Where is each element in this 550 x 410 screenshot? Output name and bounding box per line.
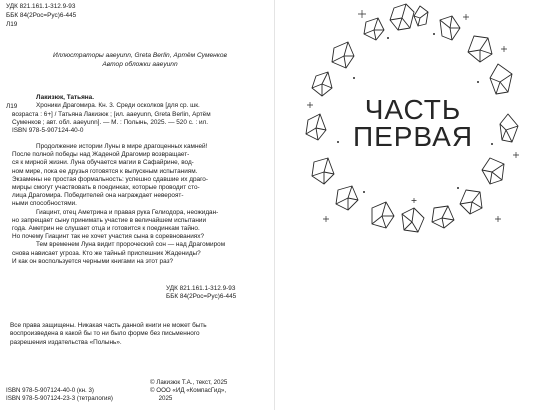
part-title-line2: ПЕРВАЯ	[352, 121, 474, 152]
isbn-series: ISBN 978-5-907124-23-3 (тетралогия)	[6, 395, 113, 403]
author-name: Лакизюк, Татьяна.	[36, 94, 94, 101]
crystal-icon	[332, 42, 354, 68]
rights-notice	[10, 322, 250, 347]
crystal-icon	[390, 4, 414, 30]
author-mark: Л19	[6, 21, 18, 29]
book-annotation	[12, 143, 274, 266]
crystal-icon	[460, 190, 482, 214]
illustrators-line: Иллюстраторы aaeyunn, Greta Berlin, Артём Суменков	[52, 52, 227, 59]
part-title-line1: ЧАСТЬ	[364, 94, 462, 125]
classification-codes-bottom	[166, 285, 276, 301]
annotation-line: лица Драгомира. Победителей она награждает невероят-	[12, 192, 184, 200]
biblio-line: Суменков ; авт. обл. aaeyunn]. — М. : Полынь, 2025. — 520 с. : ил.	[12, 118, 209, 126]
annotation-line: После полной победы над Жаденой Драгомир возвращает-	[12, 151, 190, 159]
isbn-block	[6, 387, 113, 403]
crystal-icon	[490, 64, 512, 94]
biblio-line: Хроники Драгомира. Кн. 3. Среди осколков [для ср. шк.	[36, 102, 200, 110]
annotation-line: Экзамены не простая формальность: успешно сдавшие их драго-	[12, 175, 208, 183]
annotation-line: Тем временем Луна видит пророческий сон — над Драгомиром	[36, 241, 226, 249]
annotation-line: мирцы смогут участвовать в поединках, которые проводит сто-	[12, 184, 200, 192]
isbn-line: ISBN 978-5-907124-40-0	[12, 127, 84, 135]
classification-codes-top	[6, 2, 76, 30]
crystal-icon	[372, 202, 394, 228]
illustrators-credit	[10, 52, 270, 69]
crystal-icon	[440, 16, 460, 40]
rights-line: разрешения издательства «Полынь».	[10, 338, 122, 346]
bbk-code: ББК 84(2Рос=Рус)6-445	[166, 293, 237, 301]
crystal-icon	[312, 158, 334, 184]
biblio-line: возраста : 6+] / Татьяна Лакизюк ; [ил. aaeyunn, Greta Berlin, Артём	[12, 110, 211, 118]
annotation-paragraph-3	[12, 241, 274, 266]
annotation-line: ном мире, пока ее друзья готовятся к выпускным испытаниям.	[12, 167, 198, 175]
udc-code: УДК 821.161.1-312.9-93	[6, 3, 76, 10]
udc-code: УДК 821.161.1-312.9-93	[166, 285, 236, 292]
annotation-line: И как он воспользуется черными книгами на этот раз?	[12, 257, 174, 265]
annotation-line: но запрещает сыну принимать участие в величайшем испытании	[12, 216, 207, 224]
crystal-icon	[482, 158, 504, 184]
author-code-margin: Л19	[6, 103, 18, 110]
crystal-icon	[336, 186, 358, 210]
annotation-line: ными способностями.	[12, 200, 77, 208]
annotation-line: года. Аметрин не слушает отца и готовится к поединкам тайно.	[12, 225, 200, 233]
part-title	[302, 96, 524, 150]
annotation-line: Но почему Гиацинт так не хочет участия сына в соревнованиях?	[12, 233, 204, 241]
annotation-paragraph-1	[12, 143, 274, 209]
crystal-icon	[468, 36, 492, 62]
cover-author-line: Автор обложки aaeyunn	[102, 60, 178, 68]
isbn-book: ISBN 978-5-907124-40-0 (кн. 3)	[6, 387, 94, 394]
annotation-line: Продолжение истории Луны в мире драгоценных камней!	[36, 143, 208, 150]
bbk-code: ББК 84(2Рос=Рус)6-445	[6, 12, 77, 20]
copyright-line: 2025	[150, 395, 173, 403]
crystal-icon	[312, 72, 332, 96]
crystal-icon	[364, 18, 384, 40]
annotation-line: Гиацинт, отец Аметрина и правая рука Гелиодора, неожидан-	[36, 208, 219, 216]
crystal-icon	[402, 208, 424, 232]
annotation-line: снова нависает угроза. Кто же тайный приспешник Жадениды?	[12, 249, 201, 257]
copyright-block	[150, 379, 227, 403]
rights-line: Все права защищены. Никакая часть данной книги не может быть	[10, 322, 207, 329]
rights-line: воспроизведена в какой бы то ни было форме без письменного	[10, 330, 200, 338]
crystal-icon	[414, 6, 428, 26]
crystal-icon	[432, 206, 454, 228]
copyright-line: © ООО «ИД «КомпасГид»,	[150, 387, 227, 395]
copyright-line: © Лакизюк Т.А., текст, 2025	[150, 379, 228, 386]
annotation-line: ся к мирной жизни. Луна обучается магии в Сафайрине, вод-	[12, 159, 194, 167]
part-title-page	[275, 0, 550, 410]
annotation-paragraph-2	[12, 209, 274, 242]
